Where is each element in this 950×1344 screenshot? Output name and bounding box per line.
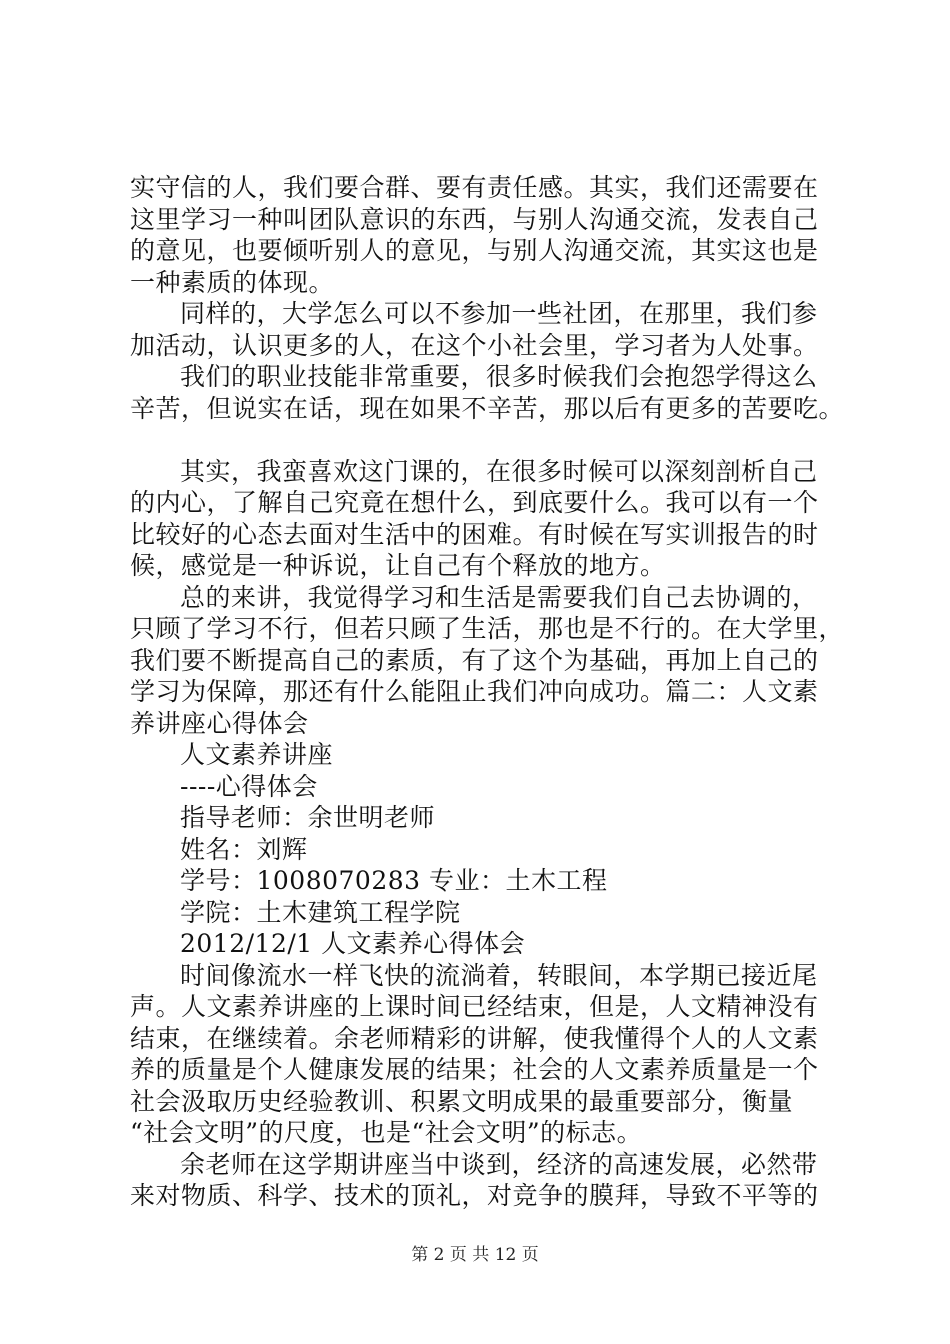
text-line: 声。人文素养讲座的上课时间已经结束，但是，人文精神没有 bbox=[130, 992, 819, 1021]
text-line: “社会文明”的尺度，也是“社会文明”的标志。 bbox=[130, 1118, 643, 1147]
text-line: 结束，在继续着。余老师精彩的讲解，使我懂得个人的人文素 bbox=[130, 1023, 819, 1053]
text-line: 学院：土木建筑工程学院 bbox=[180, 897, 461, 927]
page-footer: 第 2 页 共 12 页 bbox=[411, 1245, 539, 1265]
text-line: 其实，我蛮喜欢这门课的，在很多时候可以深刻剖析自己 bbox=[180, 456, 818, 486]
text-line: 只顾了学习不行，但若只顾了生活，那也是不行的。在大学里， bbox=[130, 614, 845, 643]
text-line: 我们的职业技能非常重要，很多时候我们会抱怨学得这么 bbox=[180, 362, 818, 391]
text-line: 指导老师：余世明老师 bbox=[180, 803, 436, 832]
text-line: 的意见，也要倾听别人的意见，与别人沟通交流，其实这也是 bbox=[130, 236, 819, 265]
text-line: 时间像流水一样飞快的流淌着，转眼间，本学期已接近尾 bbox=[180, 960, 818, 990]
text-line: 社会汲取历史经验教训、积累文明成果的最重要部分，衡量 bbox=[130, 1086, 794, 1116]
text-line: 的内心，了解自己究竟在想什么，到底要什么。我可以有一个 bbox=[130, 488, 819, 517]
text-line: 学习为保障，那还有什么能阻止我们冲向成功。篇二：人文素 bbox=[130, 677, 819, 706]
text-line: 辛苦，但说实在话，现在如果不辛苦，那以后有更多的苦要吃。 bbox=[130, 393, 845, 423]
text-line: 加活动，认识更多的人，在这个小社会里，学习者为人处事。 bbox=[130, 330, 819, 360]
text-line: 我们要不断提高自己的素质，有了这个为基础，再加上自己的 bbox=[130, 645, 819, 675]
text-line: 人文素养讲座 bbox=[180, 740, 334, 769]
text-line: 比较好的心态去面对生活中的困难。有时候在写实训报告的时 bbox=[130, 519, 819, 549]
text-line: 养的质量是个人健康发展的结果；社会的人文素养质量是一个 bbox=[130, 1055, 819, 1084]
blank-line bbox=[130, 424, 830, 456]
text-line: 一种素质的体现。 bbox=[130, 267, 335, 297]
text-line: 养讲座心得体会 bbox=[130, 708, 309, 738]
text-line: ----心得体会 bbox=[180, 771, 318, 801]
text-line: 候，感觉是一种诉说，让自己有个释放的地方。 bbox=[130, 551, 666, 580]
text-line: 来对物质、科学、技术的顶礼，对竞争的膜拜，导致不平等的 bbox=[130, 1181, 819, 1210]
text-line: 同样的，大学怎么可以不参加一些社团，在那里，我们参 bbox=[180, 299, 818, 328]
document-body bbox=[130, 172, 845, 1212]
text-line: 2012/12/1 人文素养心得体会 bbox=[180, 929, 526, 958]
text-line: 实守信的人，我们要合群、要有责任感。其实，我们还需要在 bbox=[130, 173, 819, 202]
text-line: 总的来讲，我觉得学习和生活是需要我们自己去协调的， bbox=[180, 582, 818, 612]
text-line: 这里学习一种叫团队意识的东西，与别人沟通交流，发表自己 bbox=[130, 204, 819, 234]
text-line: 姓名：刘辉 bbox=[180, 834, 308, 864]
text-line: 学号：1008070283 专业：土木工程 bbox=[180, 866, 608, 895]
text-line: 余老师在这学期讲座当中谈到，经济的高速发展，必然带 bbox=[180, 1149, 818, 1179]
